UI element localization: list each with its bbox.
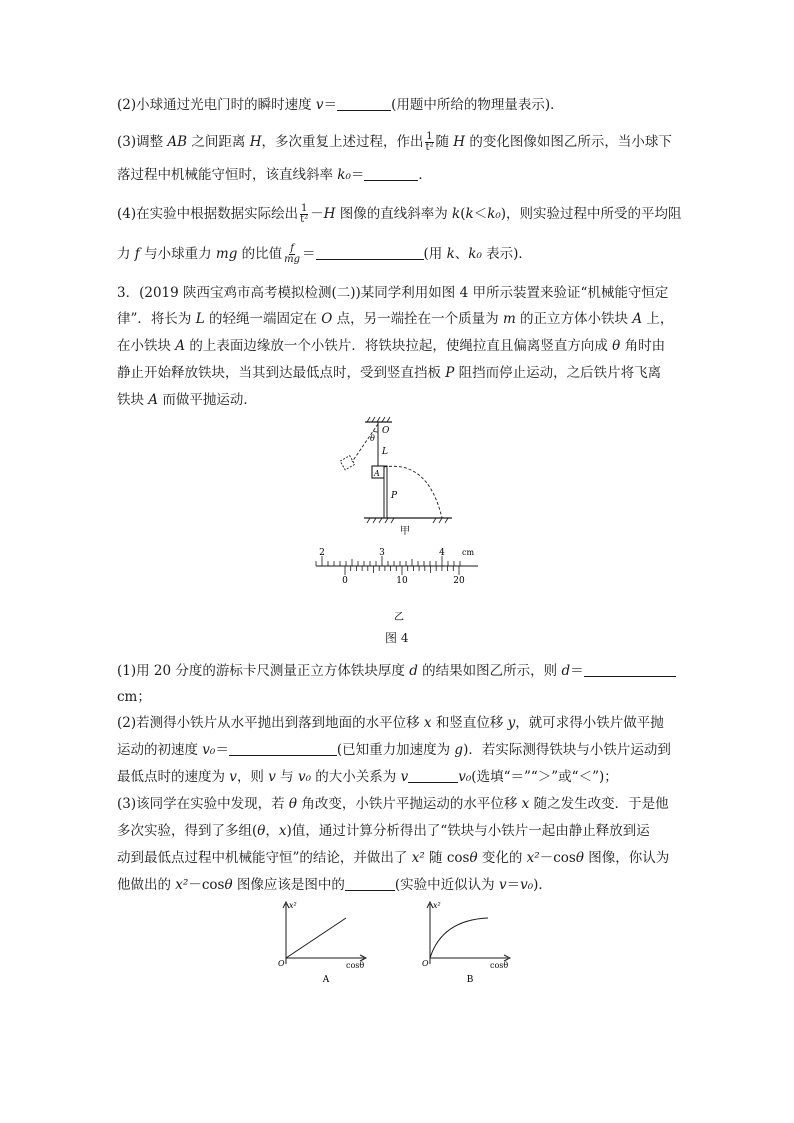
var: x² (411, 850, 425, 866)
text: (1)用 20 分度的游标卡尺测量正立方体铁块厚度 (117, 663, 410, 679)
text: 律”．将长为 (117, 311, 196, 327)
text: 的比值 (237, 246, 283, 262)
var: H (323, 206, 336, 222)
text: 表示)． (481, 246, 532, 262)
text: (4)在实验中根据数据实际绘出 (117, 206, 299, 222)
text: ＝ (506, 877, 521, 893)
label-theta: θ (370, 434, 375, 443)
question-2-4-line2 (117, 244, 532, 265)
apparatus-figure (330, 416, 460, 540)
text: 的轻绳一端固定在 (204, 311, 322, 327)
text: 而做平抛运动． (158, 392, 257, 408)
var: v₀ (458, 769, 472, 785)
caption-yi: 乙 (394, 612, 404, 623)
text: )． (533, 877, 552, 893)
fraction-denominator: t² (425, 142, 434, 153)
var: O (321, 311, 333, 327)
text: 在小铁块 (117, 338, 176, 354)
vernier-label-20: 20 (453, 576, 465, 586)
question-3-3-line3 (117, 849, 669, 867)
text: (3)调整 (117, 134, 168, 150)
var: θ (575, 850, 584, 866)
var: x (521, 796, 530, 812)
text: －cos (539, 850, 576, 866)
var: k₀ (487, 206, 501, 222)
var: θ (469, 850, 478, 866)
text: ＝ (350, 167, 365, 183)
question-3-3-line2 (117, 822, 650, 840)
text: )值，通过计算分析得出了“铁块与小铁片一起由静止释放到运 (286, 823, 650, 839)
var: H (453, 134, 466, 150)
vernier-label-0: 0 (342, 576, 348, 586)
var: v (498, 877, 507, 893)
label-a: A (374, 469, 380, 478)
text: ＝ (570, 663, 584, 679)
fraction (424, 132, 434, 153)
text: (选填“＝”“＞”或“＜”)； (471, 769, 618, 785)
graph-caption: A (322, 975, 330, 985)
text: ＜ (473, 206, 488, 222)
line-plot (286, 918, 346, 958)
block-start-dashed (340, 456, 355, 470)
rope-dashed (352, 424, 378, 462)
var: A (632, 311, 643, 327)
text: 上， (642, 311, 674, 327)
var: v (315, 97, 324, 113)
origin-label: O (278, 959, 285, 968)
question-3-1 (117, 662, 676, 680)
fraction-numerator: 1 (300, 203, 308, 214)
var: k₀ (468, 246, 482, 262)
barrier-p (384, 466, 387, 518)
var: L (195, 311, 205, 327)
answer-blank[interactable] (584, 662, 676, 677)
var: v (229, 769, 237, 785)
var: g (454, 742, 464, 758)
text: ＝ (323, 97, 338, 113)
main-label-2: 2 (319, 548, 325, 558)
fraction-numerator: f (290, 243, 294, 254)
vernier-label-10: 10 (396, 576, 408, 586)
label-o: O (382, 426, 390, 436)
text: (2)若测得小铁片从水平抛出到落到地面的水平位移 (117, 715, 424, 731)
question-2-2 (117, 96, 564, 114)
var: m (502, 311, 516, 327)
var: H (249, 134, 262, 150)
text: 静止开始释放铁块，当其到达最低点时，受到竖直挡板 (117, 365, 446, 381)
text: ＝ (215, 742, 229, 758)
text: ( (460, 206, 466, 222)
question-3-3 (117, 795, 669, 813)
caption-jia: 甲 (400, 526, 410, 537)
var: x² (526, 850, 540, 866)
var: AB (167, 134, 188, 150)
text: ，则 (236, 769, 269, 785)
text: 动到最低点过程中机械能守恒”的结论，并做出了 (117, 850, 412, 866)
answer-blank[interactable] (345, 876, 395, 891)
fraction (283, 244, 301, 265)
main-label-3: 3 (379, 548, 385, 558)
text: 变化的 (477, 850, 527, 866)
var: y (507, 715, 516, 731)
text: ， (265, 823, 279, 839)
var: v₀ (297, 769, 312, 785)
text: 铁块 (117, 392, 149, 408)
label-p: P (391, 491, 398, 501)
question-3-line2 (117, 310, 673, 328)
var: k₀ (337, 167, 351, 183)
question-3-line3 (117, 337, 665, 355)
question-3-3-line4 (117, 876, 552, 894)
text: (3)该同学在实验中发现，若 (117, 796, 289, 812)
graph-b (420, 898, 520, 988)
var: v₀ (202, 742, 216, 758)
text: 的结果如图乙所示，则 (417, 663, 562, 679)
text: ． (418, 167, 432, 183)
question-3-1-line2 (117, 688, 151, 706)
text: ，多次重复上述过程，作出 (261, 134, 424, 150)
fraction-numerator: 1 (426, 131, 433, 142)
text: 随 cos (424, 850, 470, 866)
text: (2)小球通过光电门时的瞬时速度 (117, 97, 316, 113)
var: mg (215, 246, 238, 262)
text: 的上表面边缘放一个小铁片．将铁块拉起，使绳拉直且偏离竖直方向成 (185, 338, 613, 354)
var: v₀ (520, 877, 534, 893)
question-3-line1 (117, 284, 668, 302)
label-l: L (382, 447, 388, 457)
text: ＝ (302, 246, 316, 262)
text: (用 (423, 246, 447, 262)
answer-blank[interactable] (337, 96, 391, 111)
curve-plot (430, 918, 488, 958)
graph-a (276, 898, 376, 988)
ground-hatch (367, 518, 448, 523)
var: k (446, 246, 455, 262)
text: (用题中所给的物理量表示)． (391, 97, 564, 113)
unit-cm: cm (462, 548, 475, 557)
text: (已知重力加速度为 (336, 742, 455, 758)
var: θ (224, 877, 233, 893)
answer-blank[interactable] (408, 768, 458, 783)
var: v (400, 769, 409, 785)
question-2-3 (117, 132, 672, 153)
origin-label: O (422, 959, 429, 968)
text: 和竖直位移 (431, 715, 508, 731)
var: x (423, 715, 432, 731)
text: 随之发生改变．于是他 (529, 796, 669, 812)
text: 多次实验，得到了多组( (117, 823, 258, 839)
graph-caption: B (466, 975, 474, 985)
question-3-2 (117, 714, 664, 732)
text: － (310, 206, 324, 222)
var: d (409, 663, 418, 679)
var: P (445, 365, 455, 381)
text: 3．(2019 陕西宝鸡市高考模拟检测(二))某同学利用如图 4 甲所示装置来验证“机械能守恒定 (117, 285, 669, 301)
text: 、 (454, 246, 469, 262)
text: 他做出的 (117, 877, 176, 893)
answer-blank[interactable] (364, 166, 418, 181)
question-3-2-line3 (117, 768, 618, 786)
text: 与小球重力 (139, 246, 216, 262)
text: 与 (275, 769, 298, 785)
question-2-3-line2 (117, 166, 432, 184)
text: －cos (188, 877, 225, 893)
var: x (278, 823, 287, 839)
var: v (268, 769, 276, 785)
var: f (134, 246, 140, 262)
var: θ (612, 338, 621, 354)
answer-blank[interactable] (316, 245, 424, 260)
text: 最低点时的速度为 (117, 769, 230, 785)
var: d (561, 663, 571, 679)
answer-blank[interactable] (229, 741, 337, 756)
var: θ (288, 796, 298, 812)
y-label: x² (289, 901, 297, 910)
var: A (148, 392, 159, 408)
text: 点，另一端拴在一个质量为 (332, 311, 503, 327)
text: 阻挡而停止运动，之后铁片将飞离 (454, 365, 662, 381)
x-label: cosθ (490, 961, 509, 970)
vernier-scale-ticks (345, 566, 459, 575)
text: 图像的直线斜率为 (335, 206, 453, 222)
var: k (465, 206, 474, 222)
x-label: cosθ (346, 961, 365, 970)
var: x² (175, 877, 189, 893)
text: )，则实验过程中所受的平均阻 (500, 206, 682, 222)
text: 角改变，小铁片平抛运动的水平位移 (297, 796, 522, 812)
main-label-4: 4 (439, 548, 445, 558)
question-2-4 (117, 204, 682, 225)
text: 随 (435, 134, 454, 150)
fraction-denominator: mg (284, 254, 301, 265)
text: 力 (117, 246, 135, 262)
text: 的正立方体小铁块 (515, 311, 633, 327)
angle-arc (373, 431, 378, 432)
text: )．若实际测得铁块与小铁片运动到 (463, 742, 671, 758)
var: A (175, 338, 186, 354)
figure-title: 图 4 (385, 631, 409, 645)
y-label: x² (433, 901, 441, 910)
text: (实验中近似认为 (394, 877, 499, 893)
text: 落过程中机械能守恒时，该直线斜率 (117, 167, 338, 183)
fraction (299, 204, 309, 225)
var: θ (257, 823, 266, 839)
question-3-line5 (117, 391, 257, 409)
question-3-2-line2 (117, 741, 671, 759)
text: 运动的初速度 (117, 742, 203, 758)
ceiling-hatch (367, 417, 390, 422)
text: ，就可求得小铁片做平抛 (515, 715, 664, 731)
fraction-denominator: t² (300, 214, 309, 225)
text: 角时由 (620, 338, 666, 354)
text: 之间距离 (187, 134, 250, 150)
text: 的变化图像如图乙所示，当小球下 (465, 134, 672, 150)
vernier-caliper-figure (312, 546, 482, 626)
question-3-line4 (117, 364, 661, 382)
text: 的大小关系为 (311, 769, 401, 785)
text: 图像，你认为 (583, 850, 670, 866)
var: k (452, 206, 461, 222)
text: 图像应该是图中的 (232, 877, 345, 893)
text: cm； (117, 689, 151, 705)
